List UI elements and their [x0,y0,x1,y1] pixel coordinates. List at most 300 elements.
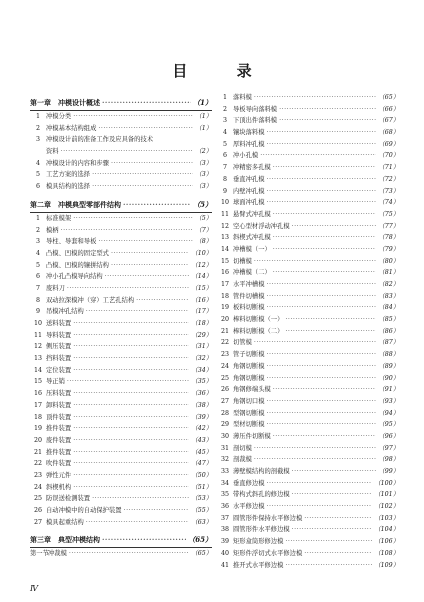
toc-dot-leader [73,458,189,470]
toc-entry-title: 自动冲模中的自动保护装置 [46,507,122,514]
toc-entry-number: 1 [35,113,40,120]
toc-dot-leader [304,548,372,560]
toc-entry-number: 21 [220,327,229,335]
toc-entry[interactable] [217,104,399,116]
toc-dot-leader [273,209,377,221]
toc-entry-number: 3 [35,136,40,144]
toc-entry-title: 剖切模 [233,444,252,452]
toc-page-number: （83） [378,292,399,300]
toc-page-number: （86） [378,327,399,335]
toc-entry[interactable] [217,139,399,151]
toc-entry[interactable] [30,447,212,459]
toc-dot-leader [260,150,376,162]
page-title: 目 录 [172,62,274,80]
toc-entry[interactable] [30,458,212,470]
toc-entry[interactable] [217,267,399,279]
toc-entry[interactable] [30,146,212,158]
toc-dot-leader [123,197,191,213]
toc-dot-leader [105,271,190,283]
toc-entry-number: 30 [220,432,229,440]
toc-entry[interactable] [217,560,399,572]
toc-page-number: （1） [195,113,212,120]
toc-entry[interactable] [30,400,212,412]
toc-entry-number: 3 [222,117,227,125]
toc-dot-leader [111,248,189,260]
toc-dot-leader [285,560,372,572]
toc-dot-leader [73,400,189,412]
toc-entry-title: 矩形盒筒形修边模 [233,538,284,546]
toc-page-number: （17） [191,308,212,316]
toc-entry-title: 角钢切口模 [233,397,265,405]
toc-entry[interactable] [30,423,212,435]
toc-entry-number: 23 [33,471,42,479]
toc-entry-title: 剖裁模 [233,456,252,464]
toc-entry-number: 11 [220,210,229,218]
toc-entry[interactable] [30,493,212,505]
toc-page-number: （36） [191,390,212,398]
toc-section-heading[interactable] [30,548,212,560]
toc-entry[interactable] [217,244,399,256]
toc-entry[interactable] [30,225,212,237]
chapter-rule [30,547,212,548]
toc-dot-leader [102,95,191,111]
toc-entry[interactable] [217,349,399,361]
toc-dot-leader [273,384,377,396]
toc-dot-leader [266,478,372,490]
toc-page-number: （99） [378,468,399,475]
toc-dot-leader [73,330,189,342]
toc-page-number: （1） [195,124,212,132]
toc-entry-title: 推件装置 [46,448,72,456]
toc-entry[interactable] [30,248,212,260]
toc-entry-number: 6 [35,183,40,191]
toc-entry[interactable] [30,181,212,193]
toc-entry-number: 18 [220,292,229,300]
toc-dot-leader [254,92,377,104]
toc-entry-number: 35 [220,491,229,499]
toc-page-number: （1） [193,98,212,107]
toc-entry[interactable] [217,431,399,443]
toc-entry-number: 15 [33,378,42,386]
toc-entry[interactable] [30,388,212,400]
toc-dot-leader [73,470,189,482]
toc-dot-leader [266,186,376,198]
toc-entry-number: 5 [35,261,40,269]
toc-page-number: （94） [378,409,399,417]
toc-page-number: （97） [378,444,399,452]
toc-entry[interactable] [217,548,399,560]
toc-entry-number: 2 [35,226,40,234]
toc-entry[interactable] [30,412,212,424]
toc-dot-leader [266,419,376,431]
toc-entry-number: 27 [33,518,42,526]
toc-dot-leader [304,513,372,525]
toc-entry-number: 5 [35,171,40,179]
toc-entry-number: 2 [35,124,40,132]
toc-entry-title: 冲模设计前的准备工作及应具备的技术 [46,136,154,144]
toc-dot-leader [254,256,377,268]
toc-page-number: （74） [378,199,399,207]
toc-entry-number: 10 [220,199,229,207]
toc-dot-leader [285,314,376,326]
toc-entry[interactable] [217,337,399,349]
toc-chapter-heading[interactable] [30,197,212,213]
toc-page-number: （42） [191,425,212,433]
toc-entry[interactable] [217,478,399,490]
toc-page-number: （50） [191,471,212,479]
toc-entry-number: 34 [220,479,229,487]
toc-entry-title: 卸料装置 [46,401,72,409]
toc-entry-title: 第一章 冲模设计概述 [30,98,100,107]
toc-dot-leader [266,349,376,361]
toc-entry[interactable] [217,314,399,326]
toc-entry-title: 矩形件浮切式水平修边模 [233,549,303,557]
toc-entry-number: 33 [220,468,229,475]
toc-entry-number: 13 [220,234,229,242]
toc-page-number: （78） [378,234,399,242]
toc-page-number: （14） [191,273,212,281]
toc-dot-leader [266,139,376,151]
toc-entry-number: 4 [35,249,40,257]
toc-entry[interactable] [217,419,399,431]
toc-entry[interactable] [217,162,399,174]
toc-entry-title: 棒料切断模（一） [233,316,284,324]
toc-dot-leader [73,435,189,447]
toc-entry-number: 1 [222,94,227,101]
chapter-rule [30,110,212,111]
toc-dot-leader [266,174,376,186]
toc-entry[interactable] [30,169,212,181]
toc-entry-number: 26 [220,386,229,394]
toc-entry-number: 20 [220,316,229,324]
toc-dot-leader [279,115,376,127]
toc-entry-number: 19 [220,304,229,312]
toc-entry[interactable] [30,123,212,135]
toc-entry-title: 导料装置 [46,331,72,339]
toc-dot-leader [98,123,193,135]
toc-entry-number: 12 [220,222,229,230]
toc-entry-title: 空心型材浮动冲孔模 [233,222,290,230]
toc-entry-number: 32 [220,456,229,464]
toc-entry[interactable] [217,115,399,127]
toc-entry[interactable] [217,466,399,478]
toc-entry-title: 导柱、导套和导板 [46,238,97,246]
toc-page-number: （39） [191,413,212,421]
toc-entry-title: 下顶出件落料模 [233,117,278,125]
toc-page-number: （65） [188,535,212,545]
toc-entry[interactable] [217,396,399,408]
toc-page-number: （55） [191,507,212,514]
toc-dot-leader [273,244,377,256]
toc-entry[interactable] [217,150,399,162]
toc-entry-number: 41 [220,561,229,569]
toc-dot-leader [273,431,377,443]
toc-entry[interactable] [30,236,212,248]
toc-entry-number: 11 [33,331,42,339]
toc-page-number: （47） [191,460,212,468]
toc-entry[interactable] [30,470,212,482]
toc-entry-number: 8 [222,175,227,183]
toc-entry-number: 22 [33,460,42,468]
toc-entry-title: 弹性元件 [46,471,72,479]
toc-dot-leader [73,482,189,494]
toc-entry-title: 冲小孔凸模导向结构 [46,273,103,281]
toc-page-number: （70） [378,152,399,160]
toc-dot-leader [73,447,189,459]
toc-entry[interactable] [217,513,399,525]
toc-page-number: （7） [195,226,212,234]
toc-entry[interactable] [217,443,399,455]
toc-entry-number: 24 [220,362,229,370]
toc-page-number: （96） [378,432,399,440]
toc-page-number: （101） [374,491,399,499]
toc-page-number: （3） [195,159,212,167]
toc-entry[interactable] [30,111,212,123]
toc-entry-number: 9 [35,308,40,316]
toc-entry-number: 16 [220,269,229,277]
toc-entry[interactable] [30,365,212,377]
toc-page-number: （73） [378,187,399,195]
toc-entry[interactable] [217,454,399,466]
toc-entry-title: 圆管形件水平修边模 [233,526,290,534]
toc-entry[interactable] [30,271,212,283]
toc-page-number: （90） [378,374,399,382]
toc-entry-title: 斜楔机构 [46,483,72,491]
toc-entry[interactable] [30,260,212,272]
toc-entry[interactable] [217,326,399,338]
toc-page-number: （100） [374,479,399,487]
toc-entry[interactable] [217,256,399,268]
toc-dot-leader [73,341,189,353]
toc-entry[interactable] [30,376,212,388]
toc-entry-title: 挡料装置 [46,355,72,363]
toc-entry-title: 送料装置 [46,320,72,327]
toc-entry[interactable] [217,384,399,396]
toc-entry-title: 模柄 [46,226,59,234]
toc-dot-leader [92,493,189,505]
toc-entry-number: 29 [220,421,229,429]
toc-page-number: （68） [378,129,399,137]
toc-page-number: （31） [191,343,212,351]
toc-page-number: （15） [191,284,212,292]
toc-page-number: （102） [374,503,399,511]
toc-dot-leader [266,302,376,314]
toc-entry-title: 薄壁模结构的剖截模 [233,468,290,475]
toc-entry-number: 4 [35,159,40,167]
toc-dot-leader [98,236,193,248]
toc-dot-leader [266,197,376,209]
toc-dot-leader [86,306,190,318]
toc-entry-title: 凸模、凹模的固定型式 [46,249,109,257]
toc-entry-title: 冲裁模 [48,550,67,558]
toc-page-number: （80） [378,257,399,265]
toc-entry-number: 第一节 [30,550,49,558]
toc-chapter-heading[interactable] [30,532,212,548]
toc-entry-title: 冲模设计的内容和步骤 [46,159,109,167]
toc-entry[interactable] [30,306,212,318]
toc-entry-title: 第三章 典型冲模结构 [30,535,100,545]
toc-dot-leader [67,283,190,295]
toc-page-number: （53） [191,495,212,503]
toc-dot-leader [86,517,190,529]
toc-entry-title: 冲槽模（一） [233,245,271,253]
toc-entry-title: 冲模基本结构组成 [46,124,97,132]
toc-page-number: （65） [191,550,212,558]
toc-entry[interactable] [217,232,399,244]
toc-page-number: （66） [378,105,399,113]
toc-entry-title: 棒料切断模（二） [233,327,284,335]
toc-entry[interactable] [30,134,212,146]
toc-entry-number: 14 [220,245,229,253]
toc-dot-leader [285,536,372,548]
toc-page-number: （84） [378,304,399,312]
toc-entry-number: 15 [220,257,229,265]
toc-dot-leader [266,291,376,303]
toc-entry[interactable] [217,489,399,501]
toc-entry[interactable] [217,291,399,303]
toc-page-number: （75） [378,210,399,218]
toc-entry[interactable] [217,536,399,548]
toc-entry[interactable] [217,302,399,314]
toc-entry[interactable] [30,330,212,342]
toc-page-number: （43） [191,436,212,444]
toc-entry[interactable] [30,341,212,353]
toc-entry[interactable] [30,295,212,307]
toc-entry-title: 管件切槽模 [233,292,265,300]
toc-entry[interactable] [217,92,399,104]
toc-entry[interactable] [217,174,399,186]
toc-entry[interactable] [217,408,399,420]
toc-entry[interactable] [217,279,399,291]
toc-dot-leader [73,213,193,225]
toc-entry[interactable] [217,361,399,373]
toc-entry[interactable] [217,197,399,209]
toc-entry-number: 27 [220,397,229,405]
toc-entry-title: 双动拉深模冲（穿）工艺孔结构 [46,296,135,304]
toc-entry-number: 8 [35,296,40,304]
toc-entry[interactable] [217,221,399,233]
toc-entry-number: 1 [35,214,40,222]
toc-dot-leader [73,388,189,400]
toc-entry[interactable] [30,517,212,529]
toc-dot-leader [73,353,189,365]
toc-left-column [30,92,212,560]
toc-page-number: （79） [378,245,399,253]
toc-entry-title: 带构式斜孔的修边模 [233,491,290,499]
toc-entry-title: 切槽模 [233,257,252,265]
toc-entry[interactable] [30,158,212,170]
toc-page-number: （2） [195,148,212,156]
toc-entry-number: 2 [222,105,227,113]
toc-page-number: （106） [374,538,399,546]
toc-page-number: （18） [191,320,212,327]
toc-entry[interactable] [30,213,212,225]
toc-entry-title: 推开式水平修边模 [233,561,284,569]
toc-dot-leader [285,326,376,338]
toc-dot-leader [292,489,373,501]
toc-entry[interactable] [30,482,212,494]
toc-entry-title: 凸模、凹模的镶拼结构 [46,261,109,269]
toc-page-number: （16） [191,296,212,304]
toc-dot-leader [73,412,189,424]
toc-page-number: （77） [378,222,399,230]
toc-page-number: （32） [191,355,212,363]
toc-entry[interactable] [30,283,212,295]
toc-entry-title: 侧压装置 [46,343,72,351]
toc-entry[interactable] [217,186,399,198]
toc-dot-leader [73,365,189,377]
toc-dot-leader [254,337,377,349]
toc-page-number: （72） [378,175,399,183]
toc-page-number: （5） [193,199,212,209]
toc-dot-leader [279,104,376,116]
toc-dot-leader [61,146,194,158]
toc-entry-number: 23 [220,351,229,359]
toc-dot-leader [124,505,190,517]
toc-dot-leader [292,524,373,536]
toc-page-number: （10） [191,249,212,257]
toc-page-number: （89） [378,362,399,370]
toc-right-column [217,92,399,571]
toc-entry[interactable] [217,373,399,385]
toc-page-number: （98） [378,456,399,464]
toc-page-number: （88） [378,351,399,359]
toc-entry-title: 废件装置 [46,436,72,444]
toc-entry[interactable] [30,435,212,447]
toc-page-number: （51） [191,483,212,491]
toc-entry-title: 角钢修端头模 [233,386,271,394]
toc-entry-title: 冲小孔模 [233,152,259,160]
toc-entry-number: 25 [33,495,42,503]
toc-entry-title: 厚料冲孔模 [233,140,265,148]
toc-page-number: （67） [378,117,399,125]
toc-dot-leader [273,267,377,279]
toc-entry-number: 31 [220,444,229,452]
toc-chapter-heading[interactable] [30,95,212,111]
toc-dot-leader [266,373,376,385]
toc-entry-number: 13 [33,355,42,363]
toc-entry-number: 38 [220,526,229,534]
toc-entry[interactable] [217,127,399,139]
toc-dot-leader [266,127,376,139]
toc-entry[interactable] [30,505,212,517]
toc-entry[interactable] [217,209,399,221]
toc-dot-leader [92,181,193,193]
toc-entry-title: 切管模 [233,339,252,347]
toc-entry-number: 7 [222,164,227,172]
toc-entry-number: 9 [222,187,227,195]
toc-page-number: （34） [191,366,212,374]
toc-page-number: （82） [378,281,399,288]
toc-page-number: （38） [191,401,212,409]
toc-entry-title: 水平冲槽模 [233,281,265,288]
toc-entry[interactable] [30,353,212,365]
toc-page-number: （63） [191,518,212,526]
toc-entry-title: 顶件装置 [46,413,72,421]
toc-entry-number: 5 [222,140,227,148]
toc-entry-number: 18 [33,413,42,421]
toc-dot-leader [67,376,190,388]
toc-entry-title: 标准模架 [46,214,72,222]
toc-entry-number: 6 [222,152,227,160]
toc-entry[interactable] [30,318,212,330]
toc-entry-title: 防误送检测装置 [46,495,91,503]
toc-dot-leader [111,158,193,170]
toc-entry[interactable] [217,501,399,513]
toc-dot-leader [273,232,377,244]
toc-entry[interactable] [217,524,399,536]
toc-entry-number: 12 [33,343,42,351]
